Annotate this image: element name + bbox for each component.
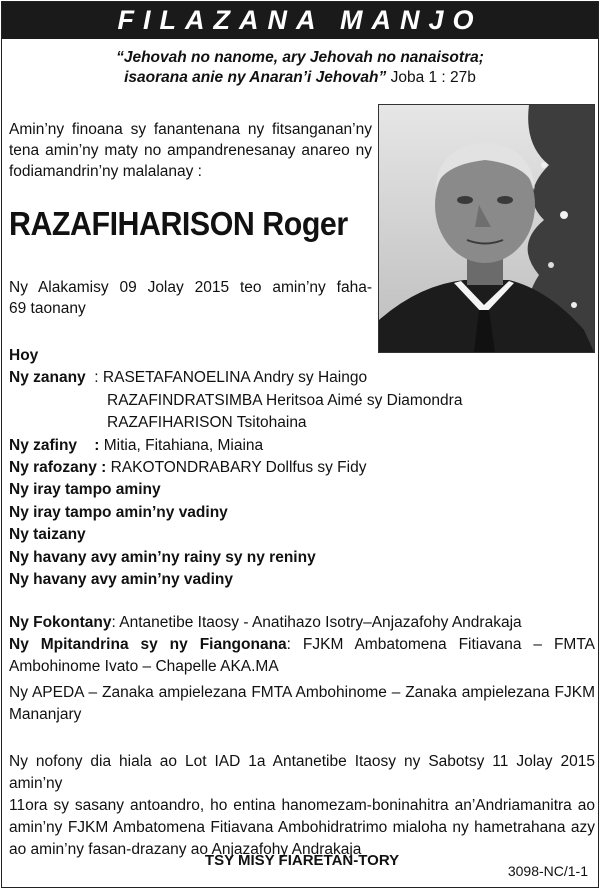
header-banner [2,2,598,39]
family-list [9,345,462,591]
family-hoy: Hoy [9,347,39,364]
family-other-1: Ny iray tampo aminy [9,481,161,499]
pastor-label: Ny Mpitandrina sy ny Fiangonana [9,636,287,653]
intro-paragraph [9,119,372,182]
death-line-2: 69 taonany [9,300,86,317]
obituary-notice [1,1,599,888]
burial-line-1: Ny nofony dia hiala ao Lot IAD 1a Antanetibe Itaosy ny Sabotsy 11 Jolay 2015 amin’ny [9,753,595,792]
intro-line-1: Amin’ny finoana sy fanantenana ny fitsanganan’ny [9,121,372,138]
apeda-line-2: Mananjary [9,706,82,723]
family-other-4: Ny havany avy amin’ny rainy sy ny reniny [9,548,316,566]
child-1: RASETAFANOELINA Andry sy Haingo [102,369,368,387]
burial-paragraph [9,751,595,861]
verse-line-1: “Jehovah no nanome, ary Jehovah no nanaisotra; [116,49,484,66]
apeda-line-1: Ny APEDA – Zanaka ampielezana FMTA Ambohinome – Zanaka ampielezana FJKM [9,684,595,701]
burial-line-2: 11ora sy sasany antoandro, ho entina hanomezam-boninahitra an’Andriamanitra ao [9,797,595,814]
grandchildren-separator: : [77,436,104,454]
family-other-3: Ny taizany [9,526,86,544]
fokontany-text: : Antanetibe Itaosy - Anatihazo Isotry–Anjazafohy Andrakaja [111,614,522,631]
burial-line-3: amin’ny FJKM Ambatomena Fitiavana Ambohidratrimo mialoha ny hametrahana azy [9,819,595,836]
grandchildren-names: Mitia, Fitahiana, Miaina [103,436,264,454]
child-3: RAZAFIHARISON Tsitohaina [107,414,307,432]
portrait-photo [378,104,595,353]
children-row [9,367,462,389]
death-line-1: Ny Alakamisy 09 Jolay 2015 teo amin’ny faha- [9,279,372,296]
grandchildren-label: Ny zafiny [9,436,78,454]
family-other-5: Ny havany avy amin’ny vadiny [9,571,233,589]
children-separator: : [85,369,103,387]
banner-title: FILAZANA MANJO [117,5,483,35]
children-label: Ny zanany [9,369,86,387]
apeda-paragraph [9,682,595,726]
grandchildren-row [9,435,462,457]
death-date [9,277,372,319]
closing-note: TSY MISY FIARETAN-TORY [204,852,400,869]
bible-verse [2,48,598,88]
child-2: RAZAFINDRATSIMBA Heritsoa Aimé sy Diamondra [107,391,463,409]
intro-line-3: fodiamandrin’ny malalanay : [9,163,202,180]
family-other-2: Ny iray tampo amin’ny vadiny [9,503,228,521]
pastor-paragraph [9,634,595,678]
burial-line-4: ao amin’ny fasan-drazany ao Anjazafohy Andrakaja [9,841,362,858]
portrait-image [379,105,594,352]
pastor-text: : FJKM Ambatomena Fitiavana – FMTA [286,636,595,653]
fokontany-label: Ny Fokontany [9,614,112,631]
in-laws-row [9,457,462,479]
deceased-name: RAZAFIHARISON Roger [9,205,348,242]
fokontany-paragraph [9,612,595,634]
reference-code: 3098-NC/1-1 [507,863,588,879]
intro-line-2: tena amin’ny maty no ampandrenesanay anareo ny [9,142,372,159]
pastor-text-2: Ambohinome Ivato – Chapelle AKA.MA [9,658,279,675]
verse-line-2: isaorana anie ny Anaran’i Jehovah” [124,69,387,86]
in-laws-names: RAKOTONDRABARY Dollfus sy Fidy [110,459,367,477]
verse-reference: Joba 1 : 27b [390,69,476,86]
in-laws-label: Ny rafozany : [9,459,111,477]
